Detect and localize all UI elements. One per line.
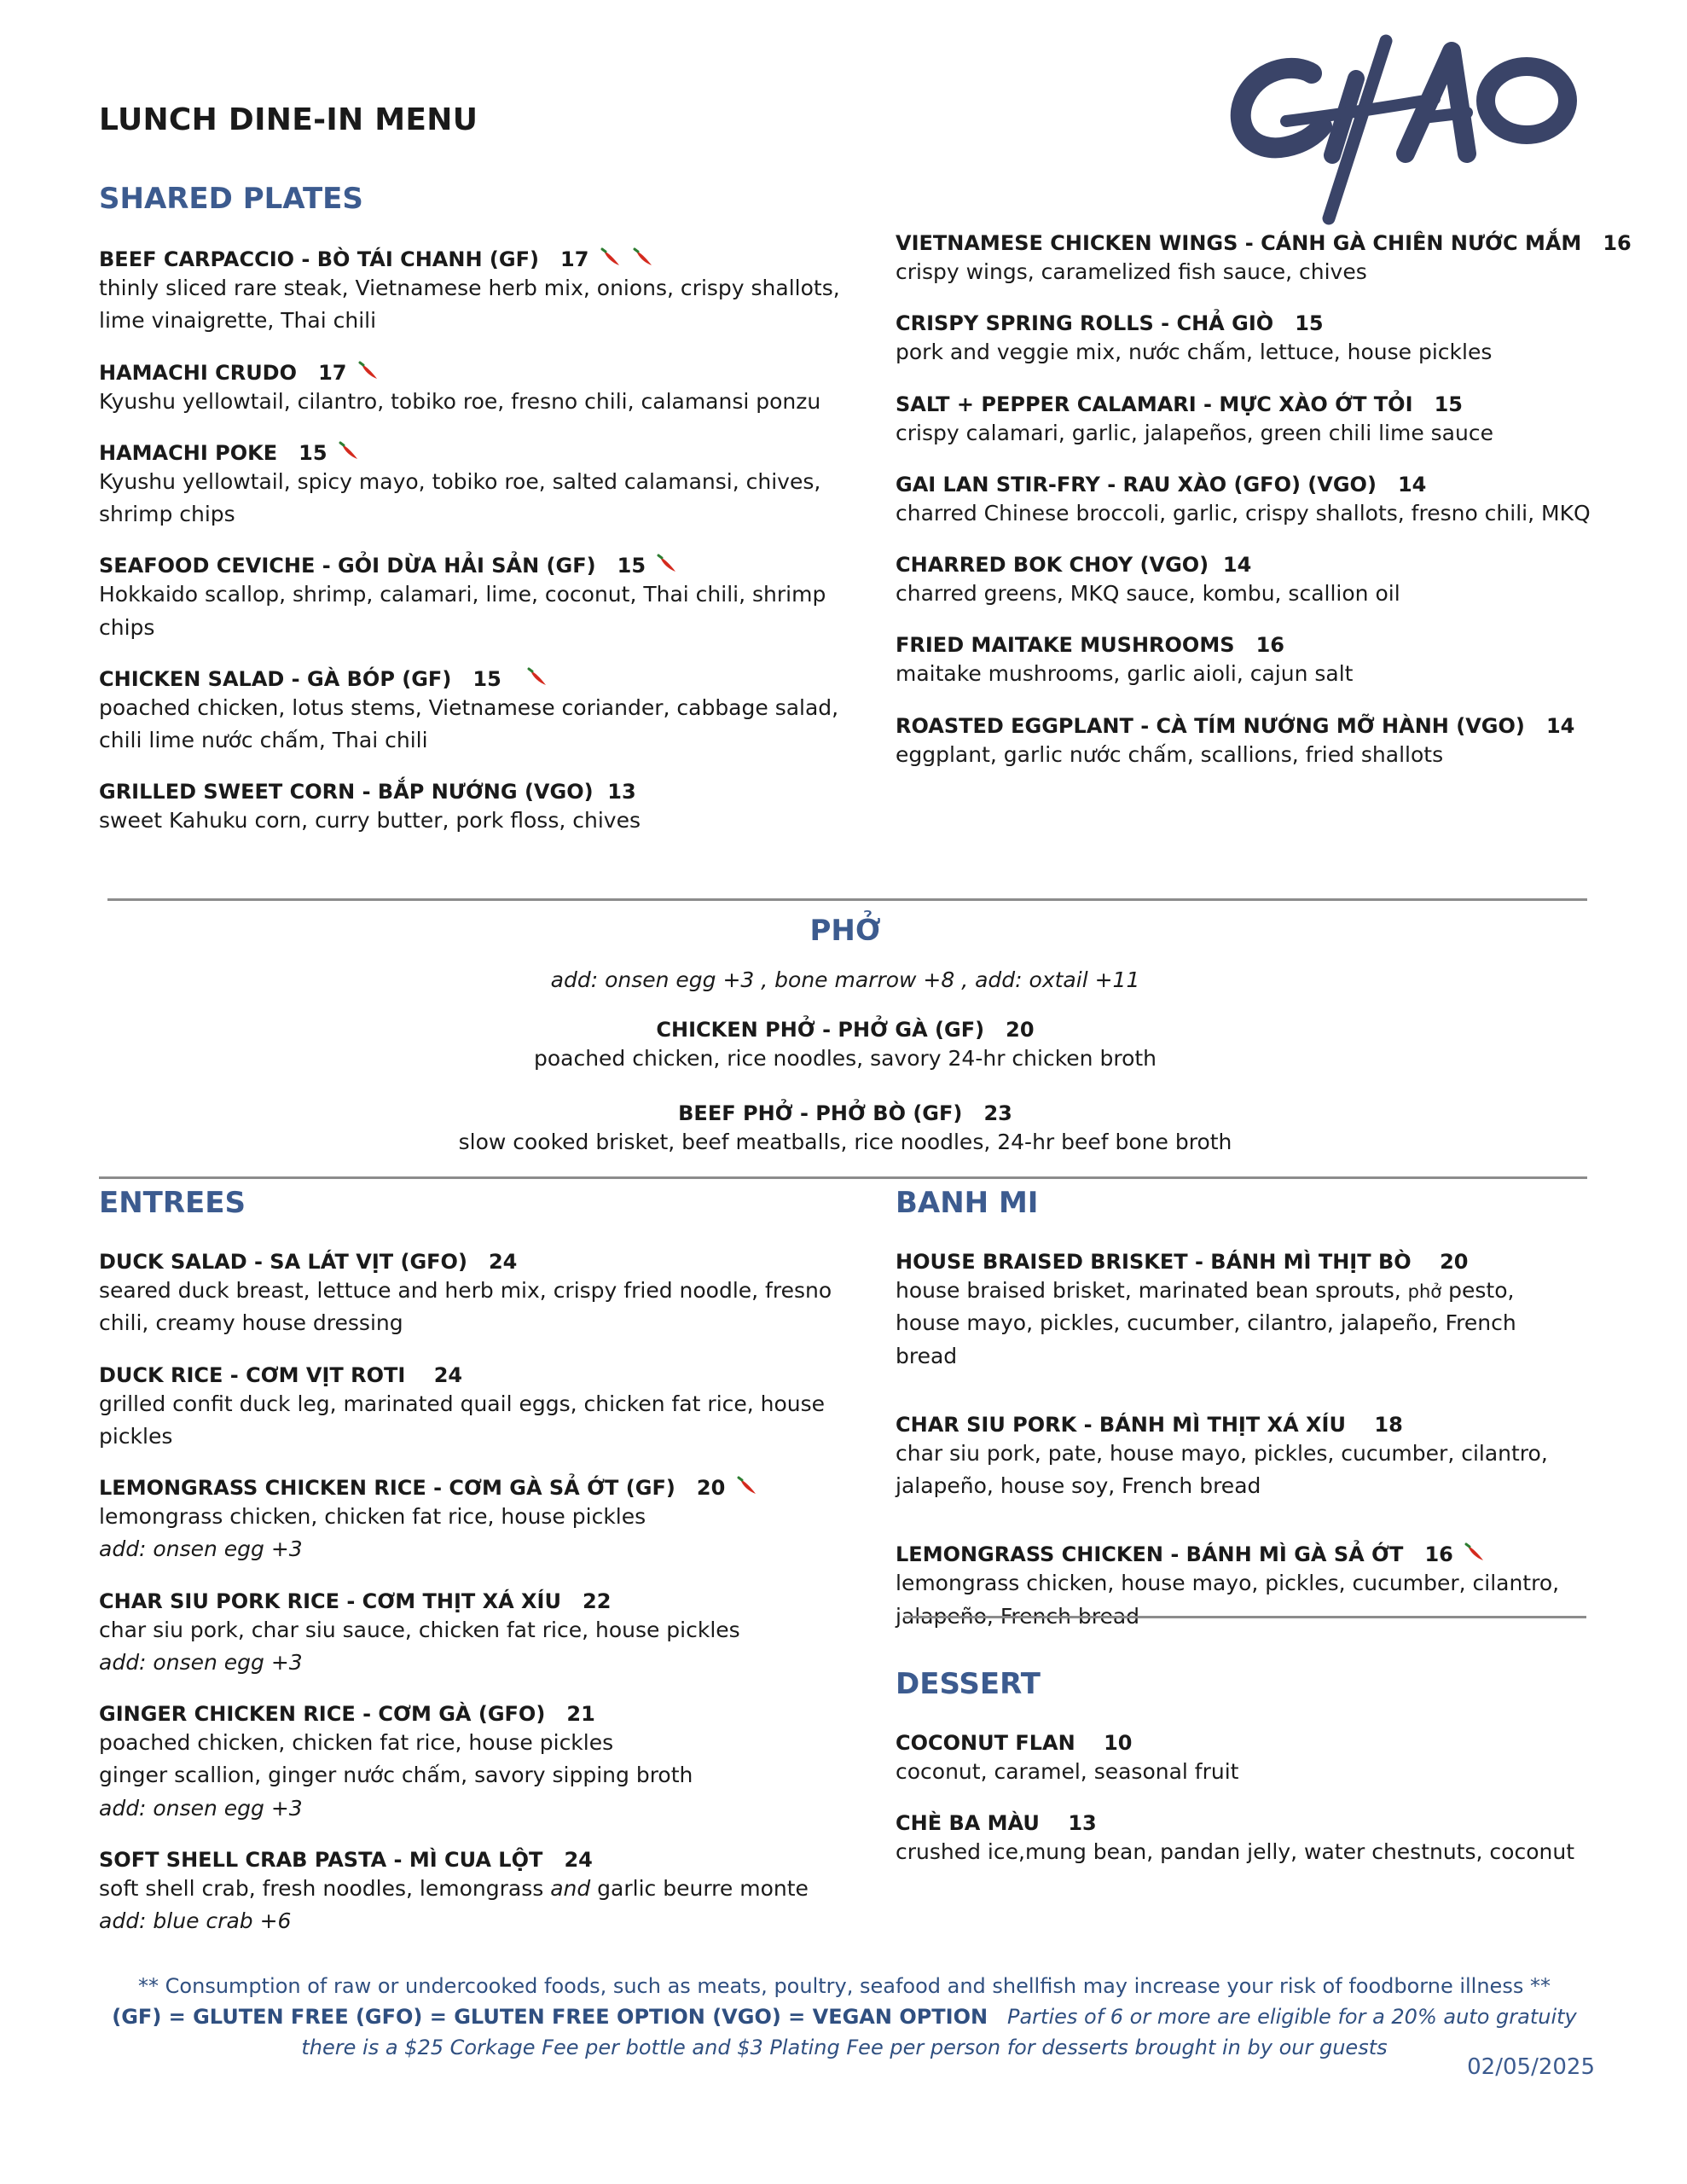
menu-item	[896, 311, 1646, 369]
menu-item	[896, 1542, 1561, 1633]
item-name: CHICKEN SALAD - GÀ BÓP (GF)	[99, 666, 452, 691]
item-description: eggplant, garlic nước chấm, scallions, fried shallots	[896, 741, 1444, 767]
item-price: 21	[566, 1702, 595, 1726]
item-price: 20	[696, 1476, 726, 1500]
item-description: grilled confit duck leg, marinated quail eggs, chicken fat rice, house pickles	[99, 1391, 826, 1449]
item-description-part: pesto, house mayo, pickles, cucumber, cilantro, jalapeño, French bread	[896, 1278, 1516, 1368]
shared-plates-right-column	[896, 230, 1646, 793]
item-price: 24	[433, 1362, 463, 1387]
menu-item	[99, 1847, 841, 1938]
menu-item	[896, 552, 1646, 610]
item-name: SALT + PEPPER CALAMARI - MỰC XÀO ỚT TỎI	[896, 392, 1413, 416]
item-description: charred greens, MKQ sauce, kombu, scallion oil	[896, 581, 1400, 606]
item-name: CHAR SIU PORK - BÁNH MÌ THỊT XÁ XÍU	[896, 1412, 1346, 1437]
item-price: 20	[1006, 1018, 1035, 1042]
item-price: 18	[1374, 1412, 1403, 1437]
item-heading	[896, 713, 1646, 739]
item-description-part: garlic beurre monte	[590, 1875, 809, 1901]
item-name: HOUSE BRAISED BRISKET - BÁNH MÌ THỊT BÒ	[896, 1250, 1412, 1274]
item-price: 16	[1603, 231, 1632, 255]
item-description-part: house braised brisket, marinated bean sprouts,	[896, 1278, 1408, 1303]
item-description: Kyushu yellowtail, cilantro, tobiko roe, fresno chili, calamansi ponzu	[99, 388, 821, 414]
item-addon: add: blue crab +6	[99, 1908, 292, 1933]
menu-item	[896, 392, 1646, 450]
chili-pepper-icon	[736, 1475, 758, 1497]
item-heading	[99, 779, 841, 804]
footer-notes	[51, 1971, 1638, 2063]
gratuity-note: Parties of 6 or more are eligible for a 20% auto gratuity	[1006, 2005, 1577, 2029]
item-heading	[99, 1701, 841, 1727]
menu-item	[896, 230, 1646, 288]
pho-item	[99, 1101, 1591, 1159]
menu-title: LUNCH DINE-IN MENU	[99, 102, 478, 137]
chili-pepper-icon	[338, 440, 360, 462]
item-price: 10	[1104, 1731, 1133, 1755]
item-addon: add: onsen egg +3	[99, 1536, 303, 1562]
menu-item	[896, 472, 1646, 530]
chao-logo	[1211, 26, 1586, 230]
item-price: 17	[318, 360, 347, 385]
item-name: VIETNAMESE CHICKEN WINGS - CÁNH GÀ CHIÊN NƯỚC MẮM	[896, 231, 1582, 255]
item-heading	[896, 632, 1646, 658]
item-heading	[99, 1362, 841, 1388]
item-price: 15	[1295, 311, 1324, 336]
item-addon: add: onsen egg +3	[99, 1649, 303, 1675]
menu-item	[99, 247, 841, 338]
item-description	[99, 1873, 841, 1905]
menu-item	[99, 779, 841, 837]
section-divider	[107, 898, 1587, 901]
item-name: CRISPY SPRING ROLLS - CHẢ GIÒ	[896, 311, 1274, 336]
food-safety-warning: ** Consumption of raw or undercooked foods, such as meats, poultry, seafood and shellfish may increase your risk of foodborne illness **	[138, 1974, 1551, 1998]
item-heading	[896, 311, 1646, 336]
item-price: 24	[564, 1847, 593, 1872]
item-description: crushed ice,mung bean, pandan jelly, water chestnuts, coconut	[896, 1839, 1574, 1865]
item-price: 22	[583, 1589, 612, 1613]
item-heading	[896, 230, 1646, 256]
chili-pepper-icon	[357, 360, 380, 382]
item-description-part: soft shell crab, fresh noodles, lemongrass	[99, 1875, 551, 1901]
item-price: 24	[488, 1250, 518, 1274]
item-price: 15	[472, 666, 501, 691]
item-addon: add: onsen egg +3	[99, 1795, 303, 1821]
item-description: coconut, caramel, seasonal fruit	[896, 1759, 1239, 1784]
item-price: 16	[1255, 633, 1284, 658]
item-description: lemongrass chicken, house mayo, pickles, cucumber, cilantro, jalapeño, French bread	[896, 1571, 1560, 1629]
chili-pepper-icon	[632, 247, 654, 269]
menu-item	[896, 632, 1646, 690]
menu-item	[99, 1589, 841, 1680]
item-heading	[99, 1249, 841, 1275]
banh-mi-column	[896, 1249, 1561, 1655]
item-heading	[896, 552, 1646, 578]
chili-pepper-icon	[1464, 1542, 1486, 1564]
item-description: charred Chinese broccoli, garlic, crispy shallots, fresno chili, MKQ	[896, 500, 1591, 526]
item-description: poached chicken, lotus stems, Vietnamese coriander, cabbage salad, chili lime nước chấm, Thai chili	[99, 694, 839, 752]
item-description: crispy calamari, garlic, jalapeños, green chili lime sauce	[896, 420, 1493, 445]
item-description: poached chicken, chicken fat rice, house pickles	[99, 1730, 614, 1755]
fees-note: there is a $25 Corkage Fee per bottle and $3 Plating Fee per person for desserts brought in by our guests	[301, 2036, 1388, 2059]
chili-pepper-icon	[600, 247, 622, 269]
item-name: DUCK SALAD - SA LÁT VỊT (GFO)	[99, 1250, 467, 1274]
item-price: 15	[299, 440, 328, 465]
menu-item	[99, 440, 841, 531]
item-description: thinly sliced rare steak, Vietnamese herb mix, onions, crispy shallots, lime vinaigrette, Thai chili	[99, 276, 840, 334]
section-title-shared-plates: SHARED PLATES	[99, 182, 363, 216]
item-heading	[99, 1475, 841, 1501]
menu-item	[99, 1701, 841, 1825]
item-price: 16	[1424, 1542, 1453, 1567]
item-name: LEMONGRASS CHICKEN - BÁNH MÌ GÀ SẢ ỚT	[896, 1542, 1404, 1567]
item-name: BEEF CARPACCIO - BÒ TÁI CHANH (GF)	[99, 247, 539, 271]
section-title-pho: PHỞ	[809, 914, 881, 948]
item-description: char siu pork, pate, house mayo, pickles, cucumber, cilantro, jalapeño, house soy, French bread	[896, 1440, 1548, 1498]
item-name: CHAR SIU PORK RICE - CƠM THỊT XÁ XÍU	[99, 1589, 561, 1613]
item-price: 13	[607, 780, 636, 804]
item-name: CHÈ BA MÀU	[896, 1811, 1040, 1836]
menu-item	[896, 1810, 1646, 1868]
item-heading	[896, 1412, 1561, 1438]
item-description: maitake mushrooms, garlic aioli, cajun salt	[896, 661, 1354, 687]
diet-legend: (GF) = GLUTEN FREE (GFO) = GLUTEN FREE OPTION (VGO) = VEGAN OPTION	[112, 2005, 988, 2029]
pho-addons: add: onsen egg +3 , bone marrow +8 , add: oxtail +11	[550, 967, 1140, 992]
item-name: COCONUT FLAN	[896, 1731, 1075, 1755]
item-heading	[896, 392, 1646, 417]
section-title-banh-mi: BANH MI	[896, 1186, 1039, 1220]
menu-item	[99, 1475, 841, 1566]
item-name: SOFT SHELL CRAB PASTA - MÌ CUA LỘT	[99, 1847, 543, 1872]
item-name: HAMACHI POKE	[99, 440, 278, 465]
item-heading	[99, 360, 841, 386]
item-name: CHARRED BOK CHOY (VGO)	[896, 553, 1209, 577]
item-heading	[99, 1589, 841, 1614]
item-name: GAI LAN STIR-FRY - RAU XÀO (GFO) (VGO)	[896, 472, 1377, 497]
item-description: sweet Kahuku corn, curry butter, pork floss, chives	[99, 808, 641, 834]
item-description: poached chicken, rice noodles, savory 24-hr chicken broth	[533, 1046, 1157, 1071]
section-title-dessert: DESSERT	[896, 1667, 1041, 1701]
item-name: HAMACHI CRUDO	[99, 360, 298, 385]
item-name: CHICKEN PHỞ - PHỞ GÀ (GF)	[656, 1018, 985, 1042]
shared-plates-left-column	[99, 247, 841, 860]
pho-item	[99, 1017, 1591, 1075]
section-divider	[904, 1616, 1586, 1618]
item-price: 14	[1397, 472, 1427, 497]
item-heading	[99, 1101, 1591, 1126]
item-heading	[896, 1542, 1561, 1567]
item-description: Kyushu yellowtail, spicy mayo, tobiko roe, salted calamansi, chives, shrimp chips	[99, 468, 821, 526]
item-description: slow cooked brisket, beef meatballs, rice noodles, 24-hr beef bone broth	[458, 1130, 1232, 1154]
menu-item	[99, 1362, 841, 1454]
item-description-emphasis: and	[550, 1875, 591, 1901]
item-price: 14	[1222, 553, 1252, 577]
item-name: BEEF PHỞ - PHỞ BÒ (GF)	[678, 1101, 963, 1125]
menu-item	[99, 666, 841, 758]
dessert-column	[896, 1730, 1646, 1891]
item-description	[896, 1275, 1561, 1373]
section-title-entrees: ENTREES	[99, 1186, 246, 1220]
item-heading	[99, 1017, 1591, 1043]
menu-item	[99, 360, 841, 418]
item-price: 14	[1545, 713, 1575, 738]
item-description: lemongrass chicken, chicken fat rice, house pickles	[99, 1504, 646, 1529]
menu-item	[896, 1730, 1646, 1788]
item-name: DUCK RICE - CƠM VỊT ROTI	[99, 1362, 406, 1387]
item-heading	[896, 472, 1646, 497]
item-name: GRILLED SWEET CORN - BẮP NƯỚNG (VGO)	[99, 780, 594, 804]
item-description: seared duck breast, lettuce and herb mix, crispy fried noodle, fresno chili, creamy house dressing	[99, 1278, 832, 1336]
section-divider	[99, 1176, 1587, 1179]
menu-item	[896, 1249, 1561, 1373]
item-price: 17	[560, 247, 589, 271]
item-name: GINGER CHICKEN RICE - CƠM GÀ (GFO)	[99, 1702, 546, 1726]
item-name: LEMONGRASS CHICKEN RICE - CƠM GÀ SẢ ỚT (GF)	[99, 1476, 675, 1500]
item-heading	[896, 1730, 1646, 1756]
chili-pepper-icon	[656, 553, 678, 575]
chili-pepper-icon	[526, 666, 548, 688]
item-description: char siu pork, char siu sauce, chicken fat rice, house pickles	[99, 1617, 740, 1642]
item-description-line2: ginger scallion, ginger nước chấm, savory sipping broth	[99, 1763, 693, 1788]
item-price: 20	[1440, 1250, 1469, 1274]
item-name: ROASTED EGGPLANT - CÀ TÍM NƯỚNG MỠ HÀNH (VGO)	[896, 713, 1525, 738]
item-heading	[896, 1810, 1646, 1836]
item-description: crispy wings, caramelized fish sauce, chives	[896, 259, 1367, 284]
item-price: 15	[617, 554, 646, 578]
item-heading	[99, 247, 841, 272]
item-heading	[99, 440, 841, 466]
item-price: 15	[1434, 392, 1463, 416]
item-price: 23	[983, 1101, 1012, 1125]
item-heading	[99, 553, 841, 578]
menu-date: 02/05/2025	[1467, 2054, 1595, 2080]
item-description-part: phở	[1407, 1281, 1442, 1302]
item-description: pork and veggie mix, nước chấm, lettuce, house pickles	[896, 340, 1493, 365]
menu-item	[99, 1249, 841, 1340]
item-heading	[896, 1249, 1561, 1275]
menu-item	[99, 553, 841, 644]
diet-legend-line	[51, 2001, 1638, 2032]
item-price: 13	[1068, 1811, 1097, 1836]
item-heading	[99, 666, 841, 692]
item-description: Hokkaido scallop, shrimp, calamari, lime, coconut, Thai chili, shrimp chips	[99, 582, 826, 640]
menu-item	[896, 713, 1646, 771]
item-name: SEAFOOD CEVICHE - GỎI DỪA HẢI SẢN (GF)	[99, 554, 596, 578]
item-name: FRIED MAITAKE MUSHROOMS	[896, 633, 1235, 658]
entrees-column	[99, 1249, 841, 1960]
item-heading	[99, 1847, 841, 1873]
menu-item	[896, 1412, 1561, 1503]
